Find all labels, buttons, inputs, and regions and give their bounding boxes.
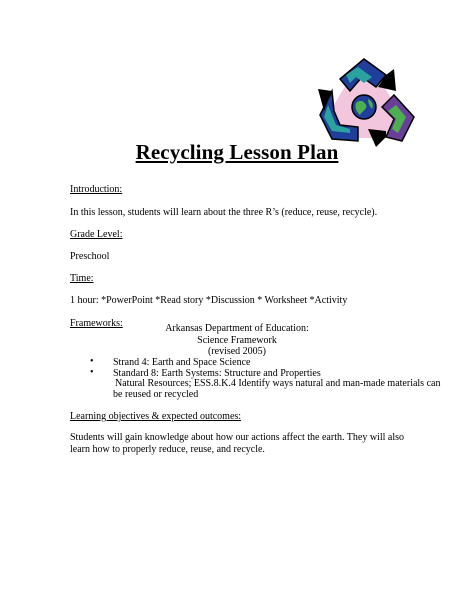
page-title: Recycling Lesson Plan — [135, 140, 339, 164]
framework-line: Science Framework — [197, 335, 277, 346]
time-heading: Time: — [70, 273, 94, 284]
objectives-text: Students will gain knowledge about how our actions affect the earth. They will also learn how to properly reduce, reuse, and recycle. — [70, 432, 404, 455]
frameworks-heading: Frameworks: — [70, 318, 123, 329]
time-text: 1 hour: *PowerPoint *Read story *Discussion * Worksheet *Activity — [70, 295, 348, 306]
bullet-icon: • — [90, 367, 94, 378]
framework-detail: Natural Resources; ESS.8.K.4 Identify ways natural and man-made materials can — [115, 378, 441, 389]
framework-bullet: Standard 8: Earth Systems: Structure and Properties — [113, 368, 321, 379]
framework-line: Arkansas Department of Education: — [165, 323, 309, 334]
framework-detail: be reused or recycled — [113, 389, 199, 400]
recycling-logo-icon — [302, 53, 420, 153]
introduction-heading: Introduction: — [70, 184, 123, 195]
grade-level-heading: Grade Level: — [70, 229, 123, 240]
framework-bullet: Strand 4: Earth and Space Science — [113, 357, 251, 368]
grade-level-text: Preschool — [70, 251, 110, 262]
framework-line: (revised 2005) — [207, 346, 267, 357]
bullet-icon: • — [90, 356, 94, 367]
introduction-text: In this lesson, students will learn about the three R’s (reduce, reuse, recycle). — [70, 207, 378, 218]
objectives-heading: Learning objectives & expected outcomes: — [70, 411, 242, 422]
